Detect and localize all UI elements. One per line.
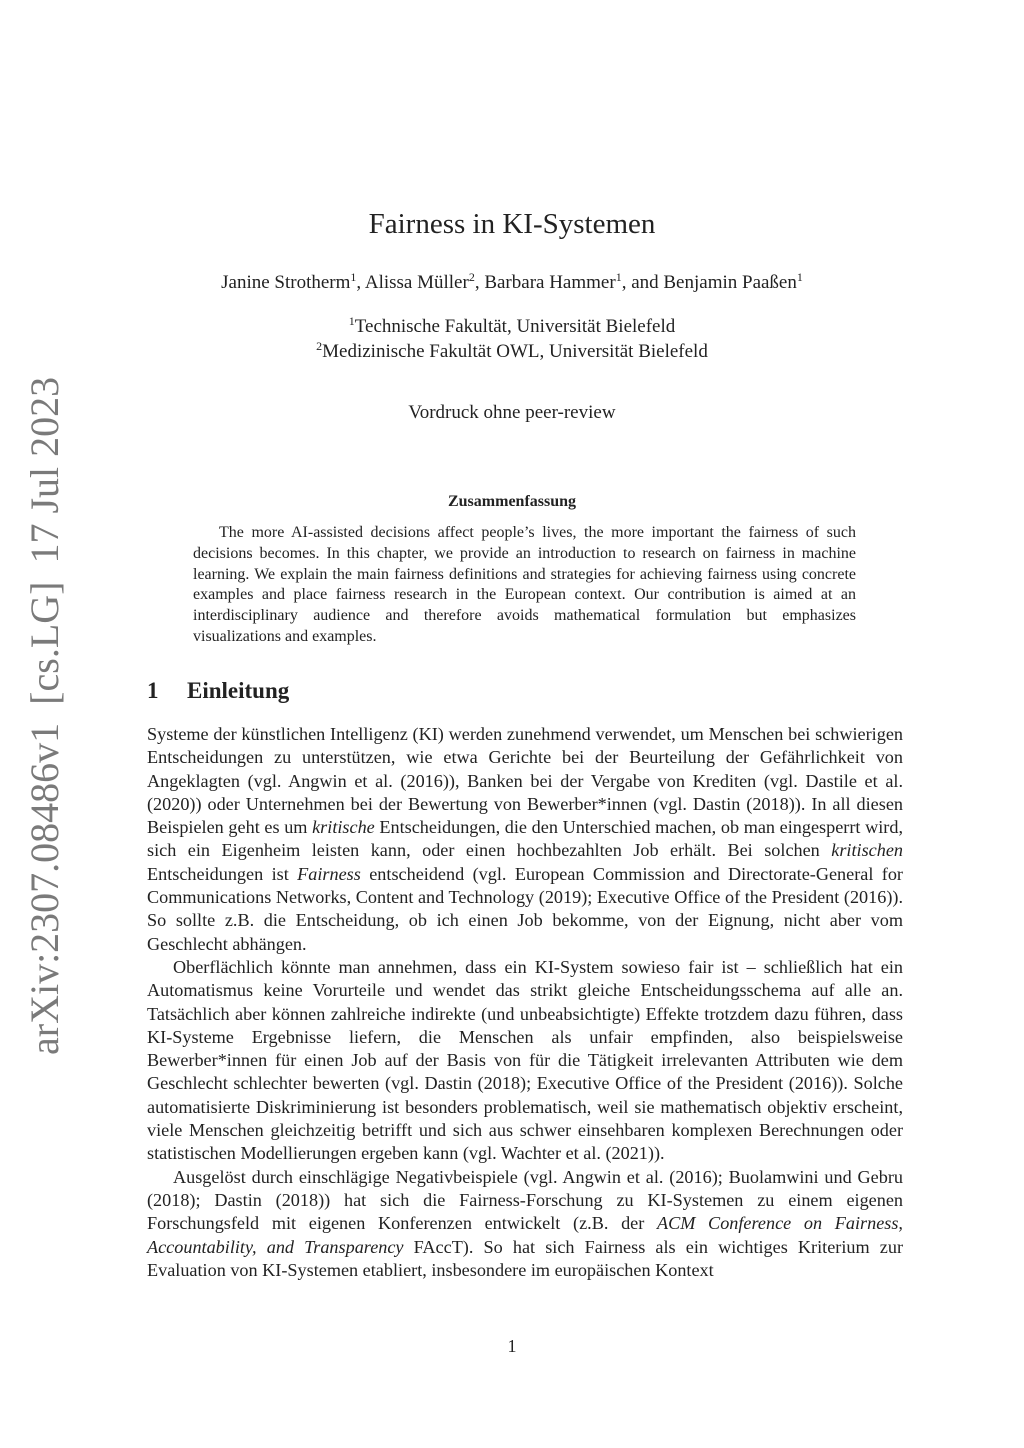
affiliation-mark: 2 <box>316 339 323 353</box>
author-list <box>0 272 1024 294</box>
author-name: Alissa Müller <box>364 272 469 293</box>
text-run: Systeme der künstlichen Intelligenz (KI) werden zunehmend verwendet, um Menschen bei schwierigen Entscheidungen zu unterstützen, wie etwa Gerichte bei der Beurteilung der Gefährlichkeit von Angeklagten (vgl. Angwin et al. (2016)), Banken bei der Vergabe von Krediten (vgl. Dastile et al. (2020)) oder Unternehmen bei der Bewertung von Bewerber*innen (vgl. Dastin (2018)). In all diesen Beispielen geht es um <box>147 724 903 838</box>
paragraph <box>147 1166 903 1282</box>
affiliation-text: Technische Fakultät, Universität Bielefeld <box>354 316 676 337</box>
paragraph: Oberflächlich könnte man annehmen, dass ein KI-System sowieso fair ist – schließlich hat ein Automatismus keine Vorurteile und wendet das strikt gleiche Entscheidungsschema auf alle an. Tatsächlich aber können zahlreiche indirekte (und unbeabsichtigte) Effekte trotzdem dazu führen, dass KI-Systeme Ergebnisse liefern, die Menschen als unfair empfinden, also beispielsweise Bewerber*innen für einen Job auf der Basis von für die Tätigkeit irrelevanten Attributen wie dem Geschlecht schlechter bewerten (vgl. Dastin (2018); Executive Office of the President (2016)). Solche automatisierte Diskriminierung ist besonders problematisch, weil sie mathematisch objektiv erscheint, viele Menschen gleichzeitig betrifft und sich aus schwer einsehbaren komplexen Berechnungen oder statistischen Modellierungen ergeben kann (vgl. Wachter et al. (2021)). <box>147 956 903 1164</box>
page-number: 1 <box>507 1336 517 1356</box>
text-run: Entscheidungen, die den Unterschied machen, ob man eingesperrt wird, sich ein Eigenheim leisten kann, oder einen hochbezahlten Job erhält. Bei solchen <box>147 817 903 861</box>
text-run: FAccT). So hat sich Fairness als ein wichtiges Kriterium zur Evaluation von KI-Systemen etabliert, insbesondere im europäischen Kontext <box>147 1236 904 1280</box>
paragraph <box>147 723 903 956</box>
section-title: Einleitung <box>187 678 290 703</box>
affiliation-text: Medizinische Fakultät OWL, Universität Bielefeld <box>322 341 708 362</box>
paper-title: Fairness in KI-Systemen <box>368 208 656 240</box>
emphasis: ACM Conference on Fairness, Accountability, and Transparency <box>147 1213 903 1257</box>
arxiv-date: 17 Jul 2023 <box>22 376 67 564</box>
arxiv-identifier-stamp <box>5 376 85 1055</box>
author-name: Janine Strotherm <box>221 272 351 293</box>
author-separator: , and <box>621 272 664 293</box>
body-text <box>147 723 903 1282</box>
affiliation <box>0 341 1024 363</box>
affiliation <box>0 316 1024 338</box>
author-name: Barbara Hammer <box>484 272 616 293</box>
emphasis: kritische <box>312 817 375 838</box>
author-separator: , <box>474 272 485 293</box>
author-name: Benjamin Paaßen <box>663 272 797 293</box>
arxiv-category: [cs.LG] <box>22 581 67 705</box>
text-run: entscheidend (vgl. European Commission and Directorate-General for Communications Networks, Content and Technology (2019); Executive Office of the President (2016)). So sollte z.B. die Entscheidung, ob ich einen Job bekomme, von der Eignung, nicht aber vom Geschlecht abhängen. <box>147 863 903 954</box>
author-affiliation-mark: 1 <box>796 270 803 284</box>
author-affiliation-mark: 2 <box>468 270 475 284</box>
author-affiliation-mark: 1 <box>350 270 357 284</box>
arxiv-id: arXiv:2307.08486v1 <box>22 722 67 1055</box>
affiliation-mark: 1 <box>348 314 355 328</box>
abstract-text: The more AI-assisted decisions affect people’s lives, the more important the fairness of such decisions becomes. In this chapter, we provide an introduction to research on fairness in machine learning. We explain the main fairness definitions and strategies for achieving fairness using concrete examples and place fairness research in the European context. Our contribution is aimed at an interdisciplinary audience and therefore avoids mathematical formulation but emphasizes visualizations and examples. <box>193 524 856 645</box>
emphasis: kritischen <box>831 840 903 861</box>
emphasis: Fairness <box>297 863 361 884</box>
author-separator: , <box>356 272 365 293</box>
preprint-note: Vordruck ohne peer-review <box>408 402 616 423</box>
section-number: 1 <box>147 678 159 703</box>
author-affiliation-mark: 1 <box>615 270 622 284</box>
section-heading <box>147 678 289 704</box>
abstract-heading: Zusammenfassung <box>447 493 577 510</box>
text-run: Entscheidungen ist <box>147 863 298 884</box>
text-run: Ausgelöst durch einschlägige Negativbeispiele (vgl. Angwin et al. (2016); Buolamwini und Gebru (2018); Dastin (2018)) hat sich die Fairness-Forschung zu KI-Systemen zu einem eigenen Forschungsfeld mit eigenen Konferenzen entwickelt (z.B. der <box>147 1166 903 1234</box>
